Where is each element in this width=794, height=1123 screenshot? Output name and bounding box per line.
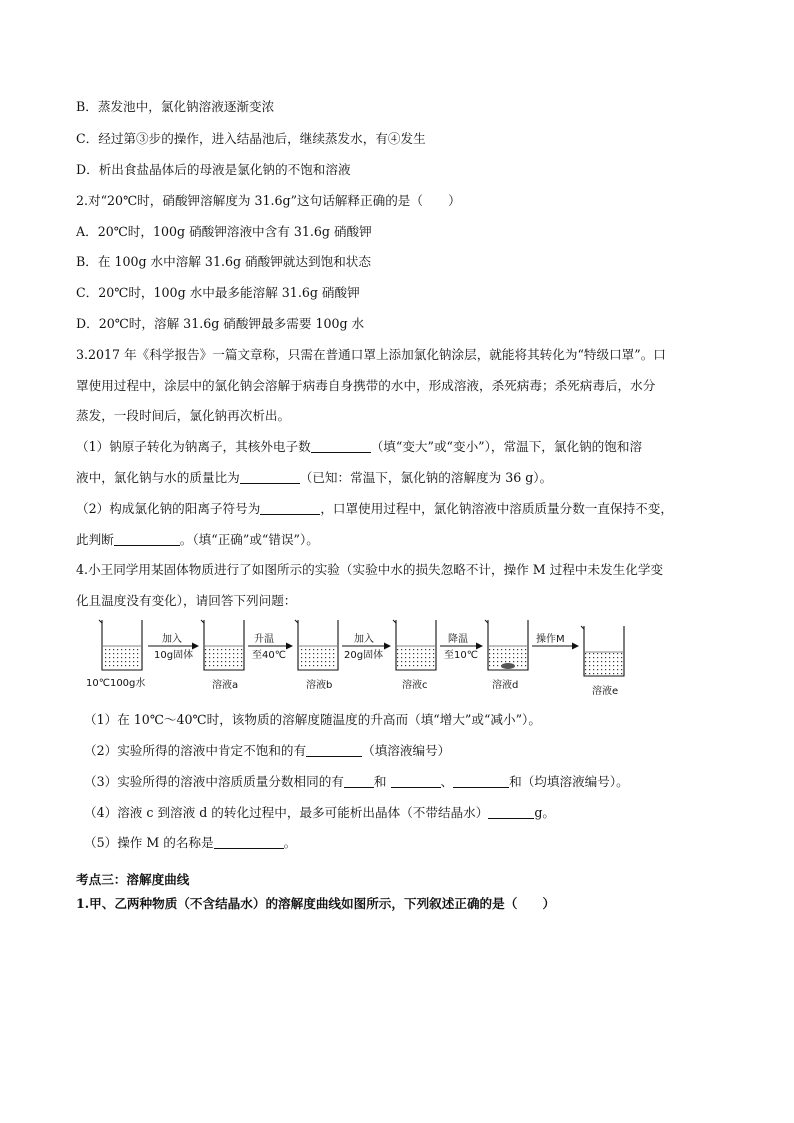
q4-part1: （1）在 10℃～40℃时，该物质的溶解度随温度的升高而（填“增大”或“减小”）。 (84, 712, 541, 727)
q3-part2-text-a: （2）构成氯化钠的阳离子符号为 (76, 501, 261, 516)
beaker-a (201, 620, 244, 670)
q3-part1-line1 (76, 439, 642, 455)
q3-part1-blank-2[interactable] (240, 471, 300, 484)
q3-stem-line3: 蒸发，一段时间后，氯化钠再次析出。 (76, 408, 291, 423)
q3-part1-text-a: （1）钠原子转化为钠离子，其核外电子数 (76, 439, 311, 454)
beaker-d (485, 620, 528, 670)
q3-part2-line1 (76, 501, 673, 517)
q2-option-a: A．20℃时，100g 硝酸钾溶液中含有 31.6g 硝酸钾 (76, 224, 372, 239)
q4-part3-text-c: 、 (440, 774, 454, 789)
q3-part2-text-d: 。（填“正确”或“错误”）。 (179, 532, 319, 547)
q4-part3 (84, 774, 629, 790)
crystal-precipitate (501, 663, 515, 669)
q4-stem-line1: 4.小王同学用某固体物质进行了如图所示的实验（实验中水的损失忽略不计，操作 M 过程中未发生化学变 (76, 562, 664, 577)
q4-stem-line2: 化且温度没有变化），请回答下列问题： (76, 593, 297, 608)
q3-part2-text-c: 此判断 (76, 532, 114, 547)
q3-stem-line1: 3.2017 年《科学报告》一篇文章称，只需在普通口罩上添加氯化钠涂层，就能将其转化为“特级口罩”。口 (76, 347, 666, 362)
q3-part2-blank-1[interactable] (260, 502, 320, 515)
q4-part3-blank-1[interactable] (344, 775, 374, 788)
step1-bottom-label: 10g固体 (154, 650, 194, 661)
q4-part5-text-a: （5）操作 M 的名称是 (84, 835, 214, 850)
step5-top-label: 操作M (536, 634, 565, 645)
q4-part2-text-a: （2）实验所得的溶液中肯定不饱和的有 (84, 743, 307, 758)
q1-option-c: C．经过第③步的操作，进入结晶池后，继续蒸发水，有④发生 (76, 131, 426, 146)
q4-part3-text-a: （3）实验所得的溶液中溶质质量分数相同的有 (84, 774, 344, 789)
step4-top-label: 降温 (448, 634, 468, 645)
experiment-diagram (84, 608, 644, 704)
q4-part2 (84, 743, 450, 759)
step3-bottom-label: 20g固体 (344, 650, 384, 661)
solution-e-label: 溶液e (592, 686, 619, 697)
q4-part2-text-b: （填溶液编号） (362, 743, 451, 758)
q4-part3-blank-2[interactable] (391, 775, 441, 788)
q1-option-d: D．析出食盐晶体后的母液是氯化钠的不饱和溶液 (76, 162, 351, 177)
q3-part1-text-b: （填“变大”或“变小”），常温下，氯化钠的饱和溶 (370, 439, 643, 454)
q2-option-d: D．20℃时，溶解 31.6g 硝酸钾最多需要 100g 水 (76, 316, 365, 331)
q4-part3-text-b: 和 (373, 774, 387, 789)
q4-part5 (84, 835, 296, 851)
solution-c-label: 溶液c (402, 680, 428, 691)
beaker-c (393, 620, 436, 670)
q3-stem-line2: 罩使用过程中，涂层中的氯化钠会溶解于病毒自身携带的水中，形成溶液，杀死病毒；杀死病毒后，水分 (76, 378, 656, 393)
step2-bottom-label: 至40℃ (252, 650, 286, 661)
q4-part4-text-a: （4）溶液 c 到溶液 d 的转化过程中，最多可能析出晶体（不带结晶水） (84, 805, 489, 820)
step3-top-label: 加入 (354, 634, 374, 645)
q4-part3-blank-3[interactable] (453, 775, 509, 788)
start-label: 10℃100g水 (86, 678, 146, 689)
q4-part4-text-b: g。 (534, 805, 556, 820)
q2-option-c: C．20℃时，100g 水中最多能溶解 31.6g 硝酸钾 (76, 285, 360, 300)
q4-part2-blank[interactable] (306, 744, 362, 757)
step2-top-label: 升温 (254, 634, 274, 645)
q3-part1-text-d: （已知：常温下，氯化钠的溶解度为 36 g）。 (299, 470, 553, 485)
q2-option-b: B．在 100g 水中溶解 31.6g 硝酸钾就达到饱和状态 (76, 254, 371, 269)
q3-part2-text-b: ，口罩使用过程中，氯化钠溶液中溶质质量分数一直保持不变， (320, 501, 673, 516)
q3-part2-blank-2[interactable] (114, 533, 180, 546)
q4-part3-text-d: 和（均填溶液编号）。 (509, 774, 629, 789)
q3-part2-line2 (76, 532, 319, 548)
step4-bottom-label: 至10℃ (444, 650, 478, 661)
q4-part4-blank[interactable] (488, 806, 534, 819)
section-3-q1-stem: 1.甲、乙两种物质（不含结晶水）的溶解度曲线如图所示，下列叙述正确的是（ ） (76, 896, 556, 911)
step1-top-label: 加入 (162, 634, 182, 645)
q4-part4 (84, 805, 555, 821)
q3-part1-blank-1[interactable] (311, 440, 371, 453)
q3-part1-line2 (76, 470, 552, 486)
q3-part1-text-c: 液中，氯化钠与水的质量比为 (76, 470, 240, 485)
q2-stem: 2.对“20℃时，硝酸钾溶解度为 31.6g”这句话解释正确的是（ ） (76, 193, 461, 208)
section-3-title: 考点三：溶解度曲线 (76, 872, 190, 887)
beaker-start (99, 620, 142, 670)
beaker-b (295, 620, 338, 670)
q4-part5-text-b: 。 (283, 835, 297, 850)
beaker-e (581, 626, 624, 676)
q4-part5-blank[interactable] (214, 836, 284, 849)
solution-a-label: 溶液a (212, 680, 239, 691)
solution-d-label: 溶液d (492, 680, 519, 691)
q1-option-b: B．蒸发池中，氯化钠溶液逐渐变浓 (76, 99, 275, 114)
solution-b-label: 溶液b (306, 680, 333, 691)
